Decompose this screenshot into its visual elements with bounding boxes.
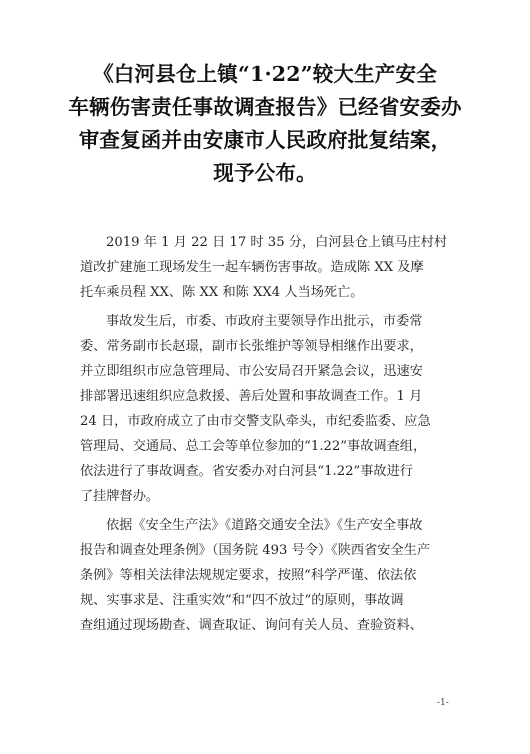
title-line: 《白河县仓上镇“1·22”较大生产安全 bbox=[93, 62, 437, 86]
paragraph bbox=[80, 309, 460, 509]
text-line: 排部署迅速组织应急救援、善后处置和事故调查工作。1 月 bbox=[80, 389, 423, 404]
text-line: 事故发生后，市委、市政府主要领导作出批示，市委常 bbox=[106, 314, 423, 329]
text-line: 委、常务副市长赵璟，副市长张维护等领导相继作出要求， bbox=[80, 339, 423, 354]
title-line: 现予公布。 bbox=[213, 161, 317, 185]
text-line: 查组通过现场勘查、调查取证、询问有关人员、查验资料、 bbox=[80, 618, 423, 633]
page-number: -1- bbox=[437, 698, 449, 708]
title-line: 审查复函并由安康市人民政府批复结案， bbox=[78, 128, 452, 152]
text-line: 报告和调查处理条例》（国务院 493 号令）《陕西省安全生产 bbox=[80, 543, 431, 558]
text-line: 依据《安全生产法》《道路交通安全法》《生产安全事故 bbox=[106, 518, 423, 533]
text-line: 规、实事求是、注重实效”和“四不放过”的原则，事故调 bbox=[80, 593, 404, 608]
text-line: 24 日，市政府成立了由市交警支队牵头，市纪委监委、应急 bbox=[80, 414, 431, 429]
paragraph bbox=[80, 513, 460, 638]
text-line: 2019 年 1 月 22 日 17 时 35 分，白河县仓上镇马庄村村 bbox=[106, 235, 448, 250]
text-line: 了挂牌督办。 bbox=[80, 489, 160, 504]
text-line: 并立即组织市应急管理局、市公安局召开紧急会议，迅速安 bbox=[80, 364, 423, 379]
paragraph bbox=[80, 230, 460, 305]
text-line: 道改扩建施工现场发生一起车辆伤害事故。造成陈 XX 及摩 bbox=[80, 260, 424, 275]
document-title bbox=[64, 58, 466, 190]
text-line: 托车乘员程 XX、陈 XX 和陈 XX4 人当场死亡。 bbox=[80, 285, 364, 300]
title-line: 车辆伤害责任事故调查报告》已经省安委办 bbox=[68, 95, 462, 119]
document-body bbox=[80, 230, 460, 642]
text-line: 依法进行了事故调查。省安委办对白河县“1.22”事故进行 bbox=[80, 464, 413, 479]
text-line: 管理局、交通局、总工会等单位参加的“1.22”事故调查组， bbox=[80, 439, 427, 454]
text-line: 条例》等相关法律法规规定要求，按照“科学严谨、依法依 bbox=[80, 568, 417, 583]
